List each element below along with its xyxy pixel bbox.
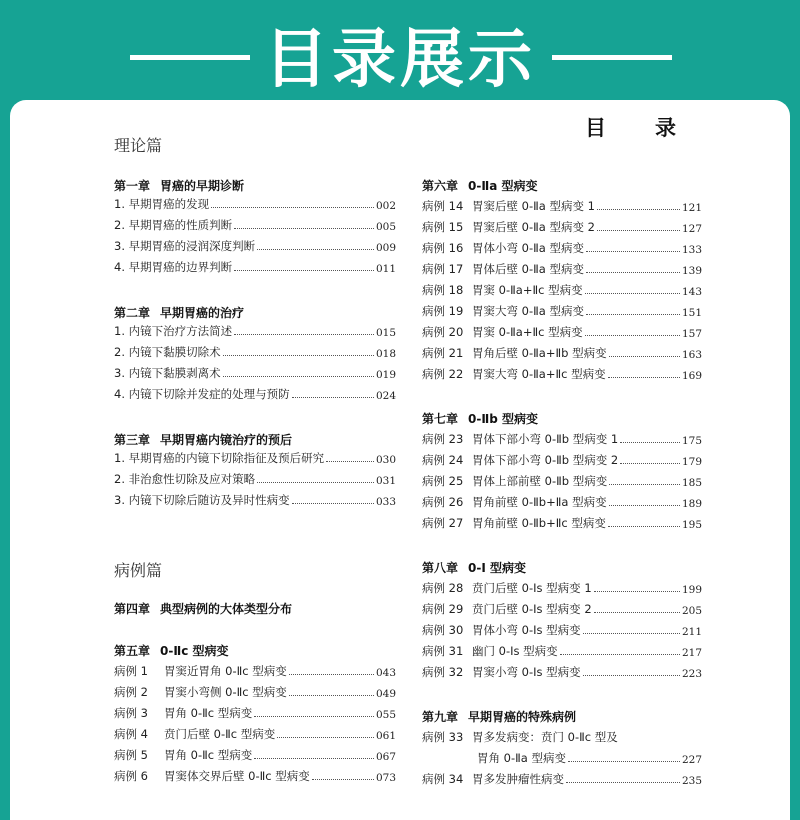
chapter-heading-8 [422, 559, 526, 576]
entry-page: 043 [375, 667, 396, 679]
entry-page: 143 [681, 286, 702, 298]
entry-page: 139 [681, 265, 702, 277]
entry-label: 1. 早期胃癌的发现 [114, 197, 210, 211]
chapter-heading-3 [114, 431, 292, 448]
chapter-number: 第二章 [114, 306, 151, 320]
chapter-title: 胃癌的早期诊断 [160, 179, 245, 193]
toc-entry[interactable] [114, 682, 396, 700]
toc-entry[interactable] [422, 322, 702, 340]
case-number: 病例 34 [422, 772, 464, 786]
entry-page: 185 [681, 477, 702, 489]
toc-entry[interactable] [114, 766, 396, 784]
chapter-title: 早期胃癌的特殊病例 [468, 710, 577, 724]
leader-dots [609, 484, 680, 485]
chapter-number: 第五章 [114, 644, 151, 658]
entry-page: 157 [681, 328, 702, 340]
toc-entry[interactable] [114, 194, 396, 212]
toc-entry[interactable] [422, 513, 702, 531]
entry-label: 胃多发病变：贲门 0-Ⅱc 型及 [472, 730, 618, 744]
entry-label: 3. 早期胃癌的浸润深度判断 [114, 239, 256, 253]
entry-label: 幽门 0-Ⅰs 型病变 [472, 644, 558, 658]
toc-entry[interactable] [114, 703, 396, 721]
leader-dots [608, 526, 680, 527]
leader-dots [254, 758, 374, 759]
toc-entry[interactable] [422, 259, 702, 277]
chapter-heading-7 [422, 410, 538, 427]
leader-dots [257, 249, 374, 250]
entry-page: 033 [375, 496, 396, 508]
entry-page: 061 [375, 730, 396, 742]
toc-entry[interactable] [114, 384, 396, 402]
entry-label: 胃多发肿瘤性病变 [472, 772, 564, 786]
entry-label: 胃体小弯 0-Ⅱa 型病变 [472, 241, 584, 255]
banner-right-rule [552, 55, 672, 60]
chapter-number: 第七章 [422, 412, 459, 426]
leader-dots [583, 633, 680, 634]
toc-entry[interactable] [422, 450, 702, 468]
case-number: 病例 21 [422, 346, 464, 360]
case-number: 病例 16 [422, 241, 464, 255]
chapter-number: 第三章 [114, 433, 151, 447]
entry-label: 胃窦近胃角 0-Ⅱc 型病变 [164, 664, 287, 678]
leader-dots [211, 207, 374, 208]
entry-label: 4. 内镜下切除并发症的处理与预防 [114, 387, 290, 401]
toc-heading: 目 录 [585, 115, 690, 140]
entry-label: 2. 内镜下黏膜切除术 [114, 345, 221, 359]
entry-page: 205 [681, 605, 702, 617]
toc-entry[interactable] [422, 662, 702, 680]
toc-entry[interactable] [422, 217, 702, 235]
entry-page: 189 [681, 498, 702, 510]
toc-entry[interactable] [114, 321, 396, 339]
entry-label: 4. 早期胃癌的边界判断 [114, 260, 233, 274]
leader-dots [223, 376, 374, 377]
entry-page: 015 [375, 327, 396, 339]
chapter-heading-1 [114, 177, 244, 194]
toc-entry[interactable] [422, 769, 702, 787]
entry-label: 1. 早期胃癌的内镜下切除指征及预后研究 [114, 451, 325, 465]
toc-entry[interactable] [422, 599, 702, 617]
entry-label: 胃角前壁 0-Ⅱb+Ⅱc 型病变 [472, 516, 606, 530]
chapter-title: 典型病例的大体类型分布 [160, 602, 293, 616]
leader-dots [254, 716, 374, 717]
toc-entry-continued[interactable] [422, 748, 702, 766]
toc-entry[interactable] [422, 641, 702, 659]
toc-entry[interactable] [114, 363, 396, 381]
entry-label: 胃窦小弯 0-Ⅰs 型病变 [472, 665, 581, 679]
case-number: 病例 23 [422, 432, 464, 446]
case-number: 病例 2 [114, 685, 148, 699]
entry-page: 227 [681, 754, 702, 766]
leader-dots [586, 251, 680, 252]
leader-dots [620, 442, 680, 443]
entry-page: 121 [681, 202, 702, 214]
entry-page: 151 [681, 307, 702, 319]
entry-page: 005 [375, 221, 396, 233]
leader-dots [257, 482, 374, 483]
toc-entry[interactable] [422, 620, 702, 638]
chapter-heading-5 [114, 642, 229, 659]
case-number: 病例 17 [422, 262, 464, 276]
entry-label: 胃窦大弯 0-Ⅱa 型病变 [472, 304, 584, 318]
case-number: 病例 25 [422, 474, 464, 488]
entry-page: 019 [375, 369, 396, 381]
chapter-number: 第八章 [422, 561, 459, 575]
entry-label: 1. 内镜下治疗方法简述 [114, 324, 233, 338]
chapter-number: 第四章 [114, 602, 151, 616]
chapter-title: 0-Ⅱa 型病变 [468, 179, 538, 193]
chapter-number: 第一章 [114, 179, 151, 193]
part-heading-cases: 病例篇 [114, 561, 163, 580]
case-number: 病例 28 [422, 581, 464, 595]
entry-label: 胃窦后壁 0-Ⅱa 型病变 2 [472, 220, 595, 234]
toc-entry[interactable] [422, 196, 702, 214]
leader-dots [292, 503, 374, 504]
toc-entry[interactable] [422, 492, 702, 510]
leader-dots [585, 335, 680, 336]
toc-entry[interactable] [422, 471, 702, 489]
case-number: 病例 33 [422, 730, 464, 744]
chapter-title: 0-Ⅰ 型病变 [468, 561, 526, 575]
entry-page: 067 [375, 751, 396, 763]
leader-dots [608, 377, 680, 378]
entry-page: 073 [375, 772, 396, 784]
case-number: 病例 27 [422, 516, 464, 530]
entry-label: 胃窦 0-Ⅱa+Ⅱc 型病变 [472, 325, 583, 339]
entry-label: 3. 内镜下黏膜剥离术 [114, 366, 221, 380]
leader-dots [586, 272, 680, 273]
entry-label: 胃体下部小弯 0-Ⅱb 型病变 1 [472, 432, 619, 446]
toc-entry[interactable] [114, 215, 396, 233]
entry-page: 055 [375, 709, 396, 721]
entry-label: 2. 非治愈性切除及应对策略 [114, 472, 256, 486]
toc-entry[interactable] [114, 448, 396, 466]
entry-page: 002 [375, 200, 396, 212]
case-number: 病例 32 [422, 665, 464, 679]
entry-page: 195 [681, 519, 702, 531]
case-number: 病例 14 [422, 199, 464, 213]
toc-page [10, 100, 790, 820]
entry-label: 胃角 0-Ⅱc 型病变 [164, 748, 253, 762]
entry-page: 217 [681, 647, 702, 659]
toc-entry[interactable] [114, 661, 396, 679]
leader-dots [326, 461, 374, 462]
leader-dots [234, 334, 374, 335]
entry-label: 胃窦体交界后壁 0-Ⅱc 型病变 [164, 769, 310, 783]
leader-dots [620, 463, 680, 464]
entry-page: 030 [375, 454, 396, 466]
leader-dots [560, 654, 680, 655]
leader-dots [223, 355, 374, 356]
toc-entry[interactable] [114, 745, 396, 763]
entry-label: 胃角前壁 0-Ⅱb+Ⅱa 型病变 [472, 495, 607, 509]
entry-label-continued: 胃角 0-Ⅱa 型病变 [477, 751, 566, 765]
toc-entry[interactable] [422, 578, 702, 596]
entry-page: 169 [681, 370, 702, 382]
toc-entry[interactable] [114, 236, 396, 254]
leader-dots [609, 505, 680, 506]
case-number: 病例 3 [114, 706, 148, 720]
case-number: 病例 26 [422, 495, 464, 509]
leader-dots [234, 270, 374, 271]
leader-dots [289, 674, 374, 675]
toc-entry[interactable] [422, 727, 702, 745]
entry-label: 胃体上部前壁 0-Ⅱb 型病变 [472, 474, 608, 488]
leader-dots [583, 675, 680, 676]
entry-label: 胃角 0-Ⅱc 型病变 [164, 706, 253, 720]
entry-label: 贲门后壁 0-Ⅱc 型病变 [164, 727, 276, 741]
toc-entry[interactable] [114, 469, 396, 487]
chapter-number: 第九章 [422, 710, 459, 724]
part-heading-theory: 理论篇 [114, 136, 163, 155]
entry-page: 175 [681, 435, 702, 447]
entry-label: 贲门后壁 0-Ⅰs 型病变 1 [472, 581, 592, 595]
leader-dots [594, 591, 680, 592]
chapter-title: 0-Ⅱb 型病变 [468, 412, 539, 426]
case-number: 病例 15 [422, 220, 464, 234]
case-number: 病例 30 [422, 623, 464, 637]
case-number: 病例 1 [114, 664, 148, 678]
entry-page: 211 [681, 626, 702, 638]
chapter-title: 早期胃癌内镜治疗的预后 [160, 433, 293, 447]
chapter-title: 早期胃癌的治疗 [160, 306, 245, 320]
leader-dots [585, 293, 680, 294]
leader-dots [312, 779, 374, 780]
leader-dots [586, 314, 680, 315]
entry-page: 223 [681, 668, 702, 680]
toc-entry[interactable] [422, 429, 702, 447]
entry-label: 3. 内镜下切除后随访及异时性病变 [114, 493, 290, 507]
chapter-heading-4 [114, 600, 292, 617]
entry-page: 235 [681, 775, 702, 787]
chapter-title: 0-Ⅱc 型病变 [160, 644, 229, 658]
case-number: 病例 5 [114, 748, 148, 762]
toc-entry[interactable] [422, 343, 702, 361]
leader-dots [277, 737, 374, 738]
leader-dots [566, 782, 680, 783]
case-number: 病例 22 [422, 367, 464, 381]
toc-entry[interactable] [114, 342, 396, 360]
chapter-number: 第六章 [422, 179, 459, 193]
case-number: 病例 20 [422, 325, 464, 339]
entry-page: 018 [375, 348, 396, 360]
leader-dots [597, 209, 680, 210]
entry-label: 胃体下部小弯 0-Ⅱb 型病变 2 [472, 453, 619, 467]
leader-dots [568, 761, 680, 762]
entry-page: 127 [681, 223, 702, 235]
toc-entry[interactable] [422, 301, 702, 319]
entry-label: 胃体后壁 0-Ⅱa 型病变 [472, 262, 584, 276]
leader-dots [289, 695, 374, 696]
entry-label: 胃角后壁 0-Ⅱa+Ⅱb 型病变 [472, 346, 607, 360]
toc-entry[interactable] [422, 364, 702, 382]
entry-page: 179 [681, 456, 702, 468]
case-number: 病例 31 [422, 644, 464, 658]
toc-entry[interactable] [114, 724, 396, 742]
entry-label: 胃体小弯 0-Ⅰs 型病变 [472, 623, 581, 637]
entry-page: 031 [375, 475, 396, 487]
banner [0, 0, 800, 100]
entry-page: 009 [375, 242, 396, 254]
leader-dots [234, 228, 374, 229]
toc-entry[interactable] [422, 280, 702, 298]
toc-entry[interactable] [114, 490, 396, 508]
chapter-heading-6 [422, 177, 538, 194]
case-number: 病例 4 [114, 727, 148, 741]
leader-dots [292, 397, 374, 398]
entry-label: 贲门后壁 0-Ⅰs 型病变 2 [472, 602, 592, 616]
entry-label: 胃窦小弯侧 0-Ⅱc 型病变 [164, 685, 287, 699]
leader-dots [594, 612, 680, 613]
toc-entry[interactable] [114, 257, 396, 275]
case-number: 病例 29 [422, 602, 464, 616]
chapter-heading-2 [114, 304, 244, 321]
toc-entry[interactable] [422, 238, 702, 256]
entry-page: 024 [375, 390, 396, 402]
case-number: 病例 18 [422, 283, 464, 297]
banner-title: 目录展示 [264, 23, 536, 97]
case-number: 病例 24 [422, 453, 464, 467]
entry-label: 胃窦大弯 0-Ⅱa+Ⅱc 型病变 [472, 367, 606, 381]
entry-page: 011 [375, 263, 396, 275]
entry-label: 胃窦 0-Ⅱa+Ⅱc 型病变 [472, 283, 583, 297]
entry-label: 2. 早期胃癌的性质判断 [114, 218, 233, 232]
case-number: 病例 19 [422, 304, 464, 318]
entry-page: 163 [681, 349, 702, 361]
leader-dots [609, 356, 680, 357]
chapter-heading-9 [422, 708, 576, 725]
leader-dots [597, 230, 680, 231]
entry-page: 049 [375, 688, 396, 700]
entry-page: 133 [681, 244, 702, 256]
case-number: 病例 6 [114, 769, 148, 783]
entry-page: 199 [681, 584, 702, 596]
entry-label: 胃窦后壁 0-Ⅱa 型病变 1 [472, 199, 595, 213]
